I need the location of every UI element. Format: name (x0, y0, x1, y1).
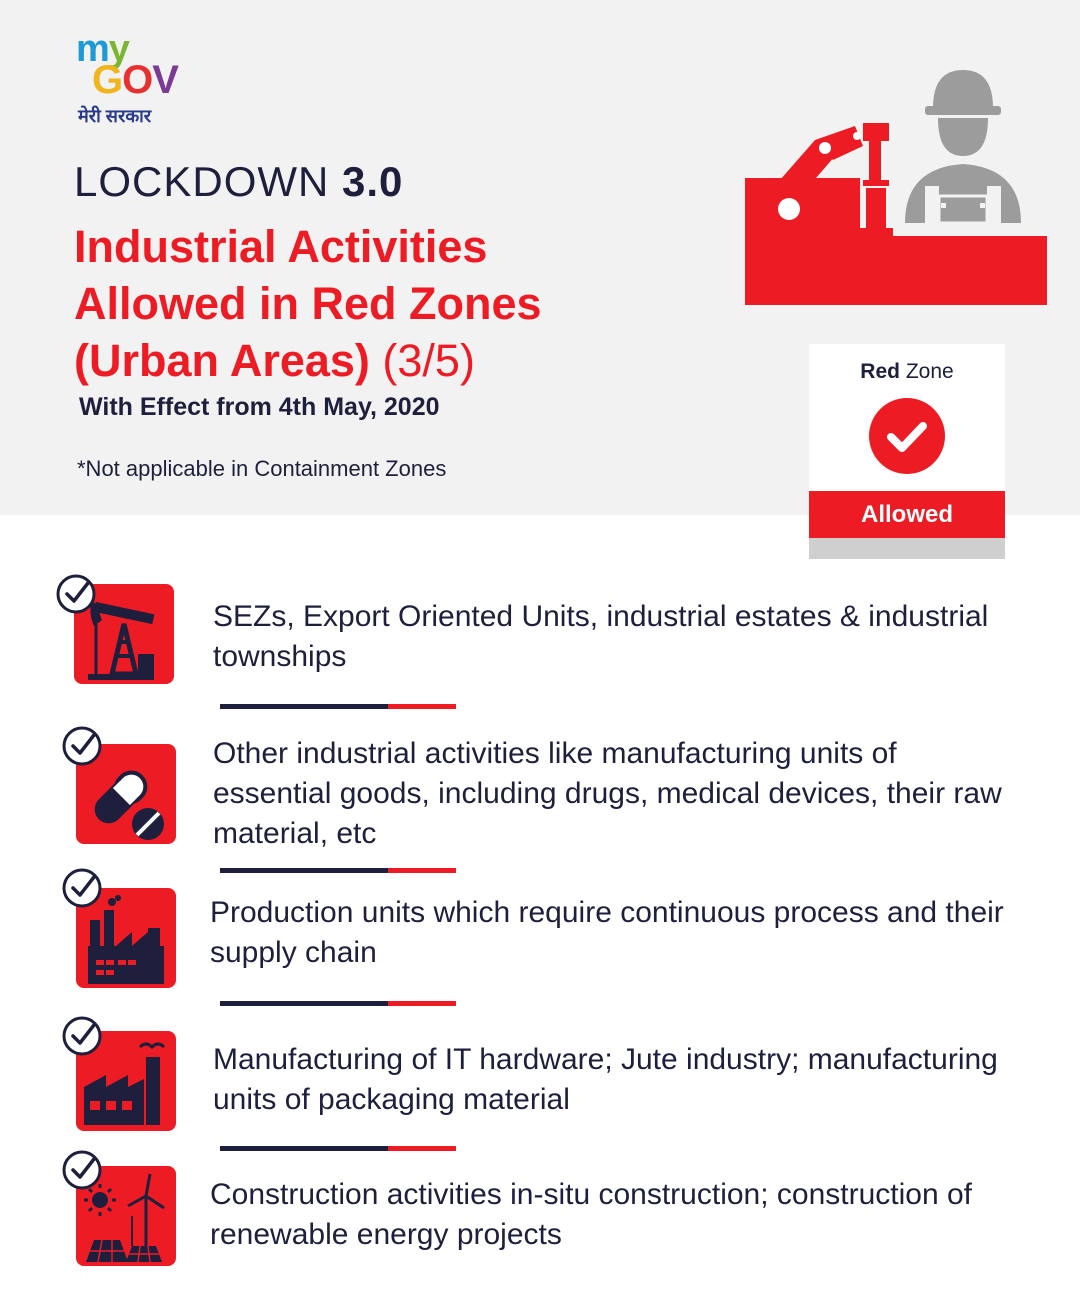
industry-worker-illustration (745, 68, 1050, 305)
checkmark-circle-icon (62, 868, 102, 908)
item-text: SEZs, Export Oriented Units, industrial estates & industrial townships (213, 600, 989, 673)
item-text: Construction activities in-situ construction; construction of renewable energy projects (210, 1178, 972, 1251)
item-text: Production units which require continuous process and their supply chain (210, 896, 1004, 969)
divider (220, 868, 456, 873)
checkmark-circle-icon (62, 726, 102, 766)
zone-card-footer (809, 538, 1005, 559)
effective-date: With Effect from 4th May, 2020 (79, 393, 440, 421)
checkmark-circle-icon (62, 1150, 102, 1190)
check-circle-icon (869, 398, 945, 474)
checkmark-circle-icon (62, 1016, 102, 1056)
logo-gov: GOV (92, 58, 178, 102)
zone-status-badge: Allowed (809, 491, 1005, 538)
page-title: Industrial Activities Allowed in Red Zones (Urban Areas) (3/5) (74, 221, 542, 386)
zone-legend-card (809, 344, 1005, 559)
logo-tagline: मेरी सरकार (78, 106, 152, 126)
zone-title: Red Zone (860, 360, 954, 383)
page-counter: (3/5) (382, 335, 475, 386)
item-text: Other industrial activities like manufacturing units of essential goods, including drugs, medical devices, their raw material, etc (213, 737, 1002, 850)
lockdown-heading: LOCKDOWN 3.0 (74, 158, 404, 205)
divider (220, 1001, 456, 1006)
divider (220, 1146, 456, 1151)
mygov-logo[interactable] (76, 30, 206, 130)
logo-my: my (76, 28, 129, 70)
checkmark-circle-icon (56, 574, 96, 614)
divider (220, 704, 456, 709)
containment-note: *Not applicable in Containment Zones (77, 456, 447, 481)
item-text: Manufacturing of IT hardware; Jute industry; manufacturing units of packaging material (213, 1043, 998, 1116)
